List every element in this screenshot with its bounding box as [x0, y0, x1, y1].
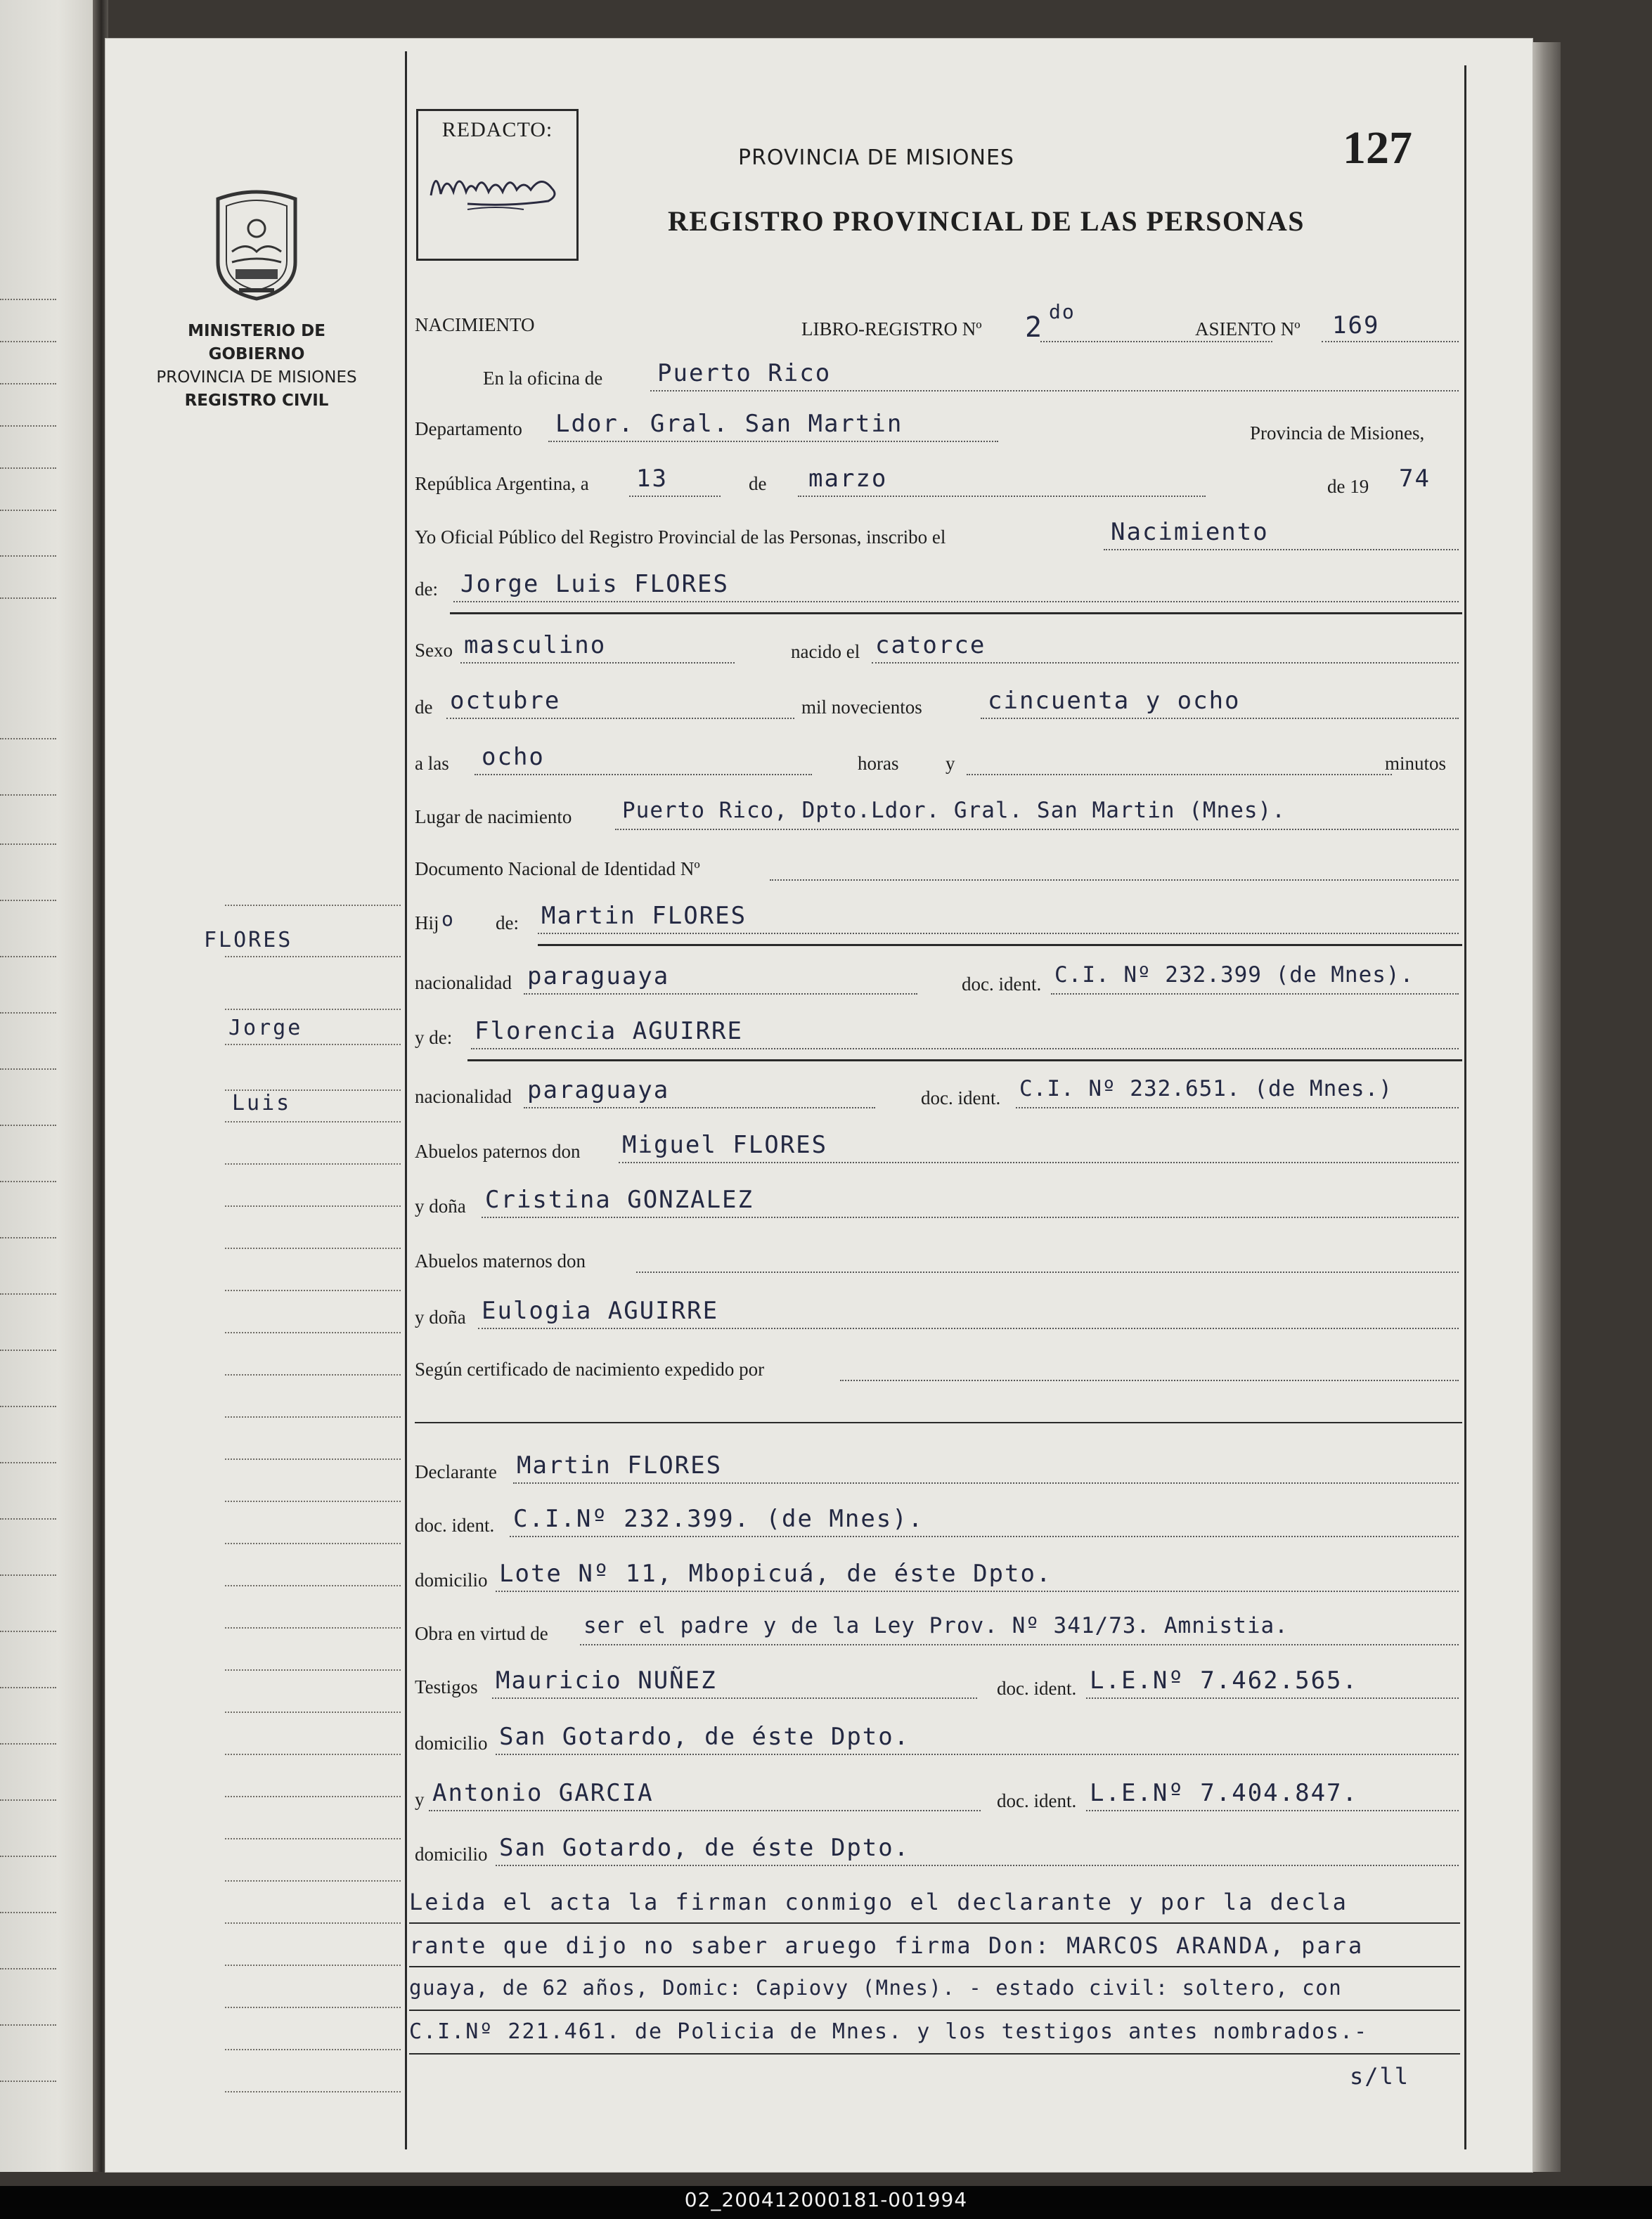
margin-rule [225, 1290, 401, 1291]
act-type-label: NACIMIENTO [415, 314, 535, 335]
father-nationality-leader [524, 993, 917, 995]
doc-ident-label: doc. ident. [962, 973, 1042, 995]
page-number: 127 [1343, 122, 1412, 174]
mother-nationality-leader [524, 1107, 875, 1108]
office-label: En la oficina de [483, 368, 603, 389]
margin-name-2: Luis [232, 1091, 292, 1115]
testigo-1-name: Mauricio NUÑEZ [496, 1667, 717, 1695]
image-code: 02_200412000181-001994 [684, 2188, 968, 2211]
margin-rule [225, 1796, 401, 1797]
redacto-label: REDACTO: [441, 118, 553, 141]
facing-page-line [0, 2024, 56, 2026]
nacido-label: nacido el [791, 641, 860, 662]
asiento-leader [1322, 341, 1459, 342]
facing-page-line [0, 1631, 56, 1632]
minutos-label: minutos [1385, 753, 1447, 774]
father-nationality: paraguaya [527, 962, 670, 990]
provincia-label: Provincia de Misiones, [1250, 422, 1425, 444]
de-colon-label: de: [415, 578, 438, 600]
margin-rule [225, 1044, 401, 1045]
facing-page-line [0, 2081, 56, 2082]
obra-label: Obra en virtud de [415, 1623, 548, 1644]
facing-page-line [0, 299, 56, 300]
domicilio-label: domicilio [415, 1570, 488, 1591]
segun-label: Según certificado de nacimiento expedido por [415, 1359, 765, 1380]
inscribo-leader [1104, 549, 1459, 550]
margin-rule [225, 2091, 401, 2092]
facing-page-line [0, 467, 56, 469]
mother-document-leader [1016, 1107, 1459, 1108]
oficial-label: Yo Oficial Público del Registro Provincial de las Personas, inscribo el [415, 526, 946, 548]
margin-rule [225, 1248, 401, 1249]
day-value: 13 [636, 465, 668, 493]
declarante-leader [513, 1482, 1459, 1484]
nacido-leader [872, 662, 1459, 664]
departamento-value: Ldor. Gral. San Martin [555, 410, 903, 438]
sic-mark: s/ll [1350, 2063, 1410, 2090]
margin-rule [225, 905, 401, 906]
office-leader [650, 390, 1459, 392]
facing-page-line [0, 1799, 56, 1801]
paternal-grandfather-leader [619, 1162, 1459, 1163]
paternal-grandfather: Miguel FLORES [622, 1131, 828, 1159]
lugar-label: Lugar de nacimiento [415, 806, 572, 827]
hijo-de-label: de: [496, 912, 519, 933]
facing-page-line [0, 794, 56, 796]
minutes-leader [967, 774, 1392, 775]
father-document: C.I. Nº 232.399 (de Mnes). [1054, 962, 1414, 988]
father-underline [538, 944, 1462, 946]
notes-line-3: guaya, de 62 años, Domic: Capiovy (Mnes). - estado civil: soltero, con [409, 1976, 1343, 2000]
margin-rule [225, 1009, 401, 1010]
testigo-2-leader [429, 1810, 981, 1811]
obra-value: ser el padre y de la Ley Prov. Nº 341/73. Amnistia. [583, 1613, 1289, 1638]
facing-page-line [0, 1518, 56, 1520]
horas-label: horas [858, 753, 899, 774]
facing-page-line [0, 1406, 56, 1407]
ministry-line-3: REGISTRO CIVIL [184, 392, 329, 410]
inscribo-value: Nacimiento [1111, 518, 1269, 546]
testigo-2-domicile-leader [496, 1865, 1459, 1866]
declarante-domicile-leader [496, 1591, 1459, 1592]
mother-name: Florencia AGUIRRE [475, 1017, 743, 1045]
libro-value: 2 [1025, 311, 1044, 344]
segun-leader [840, 1380, 1459, 1381]
testigo-1-domicile-leader [496, 1754, 1459, 1755]
declarante-name: Martin FLORES [517, 1451, 723, 1480]
margin-rule [225, 1880, 401, 1882]
office-value: Puerto Rico [657, 359, 832, 387]
ydona2-label: y doña [415, 1307, 466, 1328]
registry-title: REGISTRO PROVINCIAL DE LAS PERSONAS [668, 205, 1305, 237]
birth-month-value: octubre [450, 687, 561, 715]
form-left-border [405, 51, 407, 2149]
facing-page-line [0, 510, 56, 511]
father-document-leader [1051, 993, 1459, 995]
declarante-domicile: Lote Nº 11, Mbopicuá, de éste Dpto. [499, 1560, 1052, 1588]
margin-name-1: Jorge [228, 1016, 303, 1040]
margin-rule [225, 1754, 401, 1755]
notes-rule [409, 2010, 1460, 2011]
margin-rule [225, 1121, 401, 1123]
facing-page-line [0, 425, 56, 427]
testigo-2-domicile: San Gotardo, de éste Dpto. [499, 1834, 910, 1862]
margin-rule [225, 1712, 401, 1713]
margin-rule [225, 1543, 401, 1544]
margin-rule [225, 1163, 401, 1165]
facing-page-line [0, 1743, 56, 1745]
margin-rule [225, 2049, 401, 2050]
facing-page-line [0, 738, 56, 739]
facing-page-line [0, 1012, 56, 1014]
departamento-leader [548, 441, 998, 442]
departamento-label: Departamento [415, 418, 522, 439]
facing-page-line [0, 1912, 56, 1913]
alas-label: a las [415, 753, 449, 774]
doc-ident4-label: doc. ident. [997, 1678, 1077, 1699]
ydona-label: y doña [415, 1196, 466, 1217]
facing-page-line [0, 1181, 56, 1182]
margin-rule [225, 1838, 401, 1839]
margin-rule [225, 1922, 401, 1924]
facing-page-line [0, 1237, 56, 1238]
facing-page-line [0, 1293, 56, 1295]
declarante-document-leader [510, 1536, 1459, 1537]
lugar-value: Puerto Rico, Dpto.Ldor. Gral. San Martin (Mnes). [622, 798, 1286, 823]
dni-label: Documento Nacional de Identidad Nº [415, 858, 700, 879]
name-underline [450, 612, 1462, 614]
facing-page-line [0, 597, 56, 599]
facing-page-line [0, 843, 56, 845]
margin-rule [225, 1205, 401, 1207]
testigo-2-document-leader [1086, 1810, 1459, 1811]
yde-label: y de: [415, 1027, 453, 1048]
notes-line-1: Leida el acta la firman conmigo el declarante y por la decla [409, 1889, 1348, 1915]
testigo-1-domicile: San Gotardo, de éste Dpto. [499, 1723, 910, 1751]
registered-name: Jorge Luis FLORES [460, 570, 729, 598]
testigo-2-document: L.E.Nº 7.404.847. [1090, 1779, 1358, 1807]
nacido-value: catorce [875, 631, 986, 659]
facing-page-line [0, 1350, 56, 1351]
facing-page-line [0, 555, 56, 557]
maternal-grandfather-leader [636, 1272, 1459, 1273]
month-value: marzo [808, 465, 888, 493]
doc-ident3-label: doc. ident. [415, 1515, 495, 1536]
facing-page-line [0, 1462, 56, 1463]
maternal-grandmother-leader [478, 1328, 1459, 1329]
domicilio3-label: domicilio [415, 1844, 488, 1865]
notes-line-2: rante que dijo no saber aruego firma Don: MARCOS ARANDA, para [409, 1932, 1364, 1959]
facing-page-line [0, 1125, 56, 1126]
sexo-leader [460, 662, 735, 664]
birth-year-leader [981, 718, 1459, 719]
obra-leader [580, 1644, 1459, 1645]
nacionalidad2-label: nacionalidad [415, 1086, 512, 1107]
de2-label: de [415, 697, 433, 718]
testigos-label: Testigos [415, 1676, 478, 1697]
redacto-stamp [416, 109, 579, 261]
facing-page-line [0, 1068, 56, 1070]
margin-rule [225, 1458, 401, 1460]
facing-page-line [0, 1856, 56, 1857]
father-leader [538, 933, 1459, 934]
declarante-label: Declarante [415, 1461, 497, 1482]
birth-year-value: cincuenta y ocho [988, 687, 1241, 715]
doc-ident2-label: doc. ident. [921, 1087, 1001, 1108]
de-label: de [749, 473, 767, 494]
day-leader [629, 496, 721, 497]
notes-rule [409, 1922, 1460, 1924]
margin-rule [225, 1501, 401, 1502]
margin-rule [225, 2007, 401, 2008]
mother-underline [467, 1059, 1462, 1061]
sexo-value: masculino [464, 631, 607, 659]
ministry-header [137, 320, 376, 413]
lugar-leader [615, 829, 1459, 830]
margin-rule [225, 1627, 401, 1629]
facing-page-line [0, 341, 56, 342]
facing-page-line [0, 956, 56, 957]
month-leader [798, 496, 1206, 497]
page-stack-edge [1532, 42, 1561, 2172]
libro-suffix: do [1049, 300, 1076, 323]
father-name: Martin FLORES [541, 902, 747, 930]
asiento-label: ASIENTO Nº [1195, 318, 1301, 339]
domicilio2-label: domicilio [415, 1733, 488, 1754]
form-right-border [1464, 65, 1466, 2149]
hour-value: ocho [482, 743, 545, 771]
hijo-suffix: o [441, 907, 455, 931]
mother-document: C.I. Nº 232.651. (de Mnes.) [1019, 1076, 1393, 1101]
margin-rule [225, 1669, 401, 1671]
notes-rule [409, 1966, 1460, 1967]
testigo-1-document: L.E.Nº 7.462.565. [1090, 1667, 1358, 1695]
year-label: de 19 [1327, 476, 1369, 497]
facing-page-line [0, 1574, 56, 1576]
ministry-line-2: PROVINCIA DE MISIONES [156, 368, 357, 387]
notes-line-4: C.I.Nº 221.461. de Policia de Mnes. y los testigos antes nombrados.- [409, 2019, 1369, 2044]
section-separator [415, 1422, 1462, 1423]
asiento-value: 169 [1332, 311, 1380, 339]
paternal-grandmother: Cristina GONZALEZ [485, 1186, 754, 1214]
province-title: PROVINCIA DE MISIONES [738, 145, 1014, 170]
abuelos-maternos-label: Abuelos maternos don [415, 1250, 586, 1272]
libro-leader [1040, 341, 1272, 342]
nacionalidad-label: nacionalidad [415, 972, 512, 993]
hour-leader [475, 774, 812, 775]
maternal-grandmother: Eulogia AGUIRRE [482, 1297, 719, 1325]
republica-label: República Argentina, a [415, 473, 589, 494]
year-value: 74 [1399, 465, 1431, 493]
libro-label: LIBRO-REGISTRO Nº [801, 318, 982, 339]
facing-page-line [0, 900, 56, 901]
declarante-document: C.I.Nº 232.399. (de Mnes). [513, 1505, 924, 1533]
testigo-1-document-leader [1086, 1697, 1459, 1699]
ministry-line-1: MINISTERIO DE GOBIERNO [188, 322, 325, 363]
margin-rule [225, 1332, 401, 1333]
facing-page-line [0, 1968, 56, 1969]
doc-ident5-label: doc. ident. [997, 1790, 1077, 1811]
paternal-grandmother-leader [482, 1217, 1459, 1218]
y-label: y [946, 753, 955, 774]
hijo-label: Hij [415, 912, 439, 933]
mother-leader [471, 1048, 1459, 1049]
mother-nationality: paraguaya [527, 1076, 670, 1104]
margin-rule [225, 1585, 401, 1586]
margin-rule [225, 1416, 401, 1418]
y2-label: y [415, 1789, 425, 1810]
facing-page-line [0, 1687, 56, 1688]
notes-rule [409, 2053, 1460, 2055]
register-page [105, 39, 1532, 2172]
margin-rule [225, 956, 401, 957]
dni-leader [770, 879, 1459, 881]
testigo-2-name: Antonio GARCIA [432, 1779, 654, 1807]
margin-rule [225, 1374, 401, 1376]
facing-page-line [0, 383, 56, 384]
abuelos-paternos-label: Abuelos paternos don [415, 1141, 581, 1162]
margin-surname: FLORES [204, 928, 293, 952]
sexo-label: Sexo [415, 640, 453, 661]
redacto-signature-icon [425, 153, 566, 216]
testigo-1-leader [492, 1697, 977, 1699]
birth-month-leader [446, 718, 794, 719]
mil-label: mil novecientos [801, 697, 922, 718]
province-seal-icon [211, 185, 302, 301]
margin-rule [225, 1965, 401, 1966]
name-leader [453, 601, 1459, 602]
left-facing-page [0, 0, 97, 2172]
